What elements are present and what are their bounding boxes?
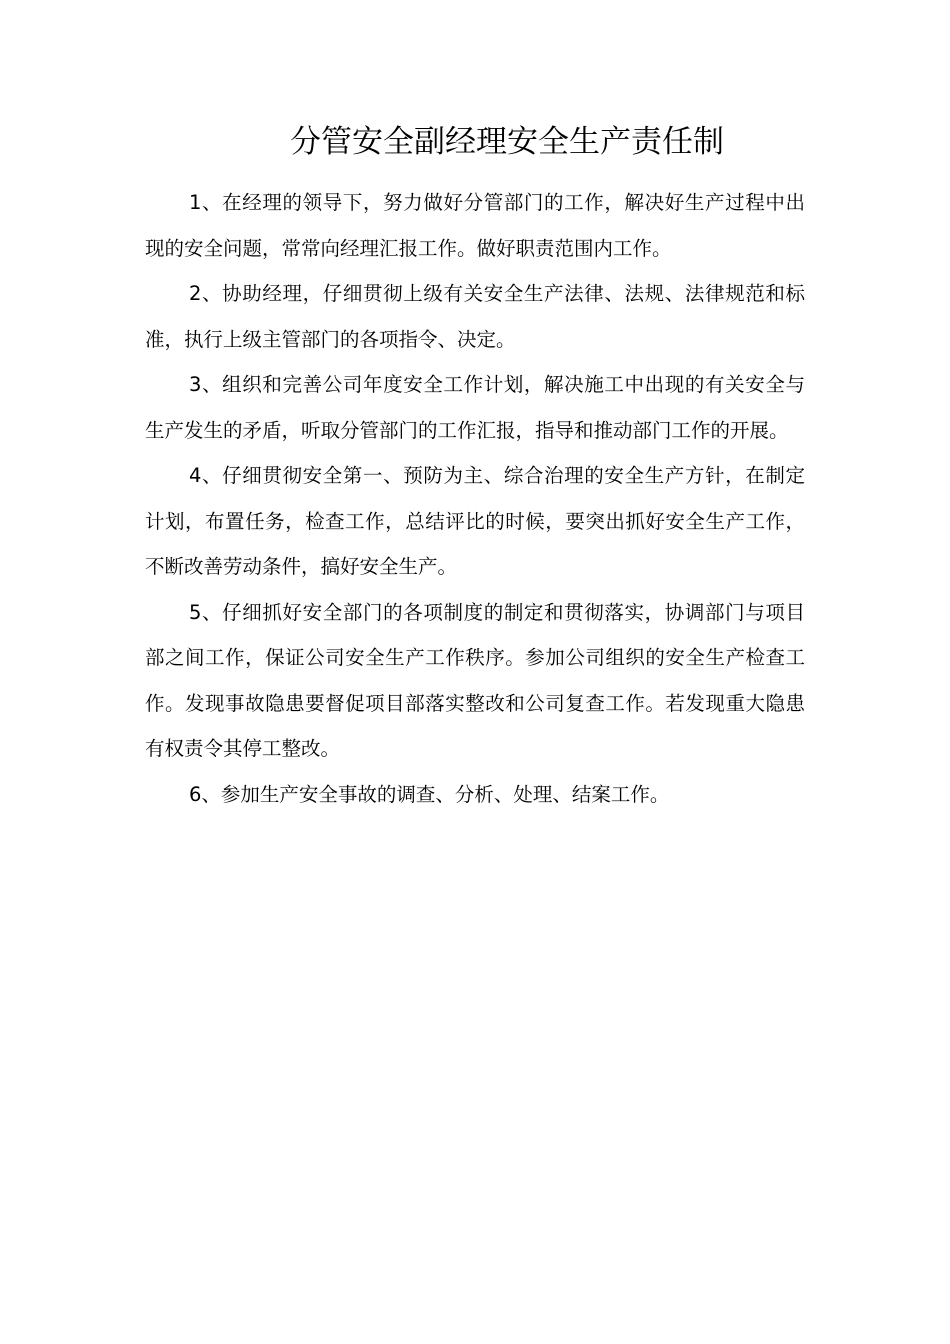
paragraph-1: 1、在经理的领导下，努力做好分管部门的工作，解决好生产过程中出现的安全问题，常常向经理汇报工作。做好职责范围内工作。 [145,191,805,260]
document-title: 分管安全副经理安全生产责任制 [290,124,724,160]
document-body [145,180,805,817]
paragraph-5: 5、仔细抓好安全部门的各项制度的制定和贯彻落实，协调部门与项目部之间工作，保证公司安全生产工作秩序。参加公司组织的安全生产检查工作。发现事故隐患要督促项目部落实整改和公司复查工作。若发现重大隐患有权责令其停工整改。 [145,600,805,760]
paragraph-6: 6、参加生产安全事故的调查、分析、处理、结案工作。 [189,782,670,806]
paragraph-3: 3、组织和完善公司年度安全工作计划，解决施工中出现的有关安全与生产发生的矛盾，听取分管部门的工作汇报，指导和推动部门工作的开展。 [145,373,805,442]
paragraph-2: 2、协助经理，仔细贯彻上级有关安全生产法律、法规、法律规范和标准，执行上级主管部门的各项指令、决定。 [145,282,805,351]
paragraph-4: 4、仔细贯彻安全第一、预防为主、综合治理的安全生产方针，在制定计划，布置任务，检查工作，总结评比的时候，要突出抓好安全生产工作，不断改善劳动条件，搞好安全生产。 [145,464,805,578]
